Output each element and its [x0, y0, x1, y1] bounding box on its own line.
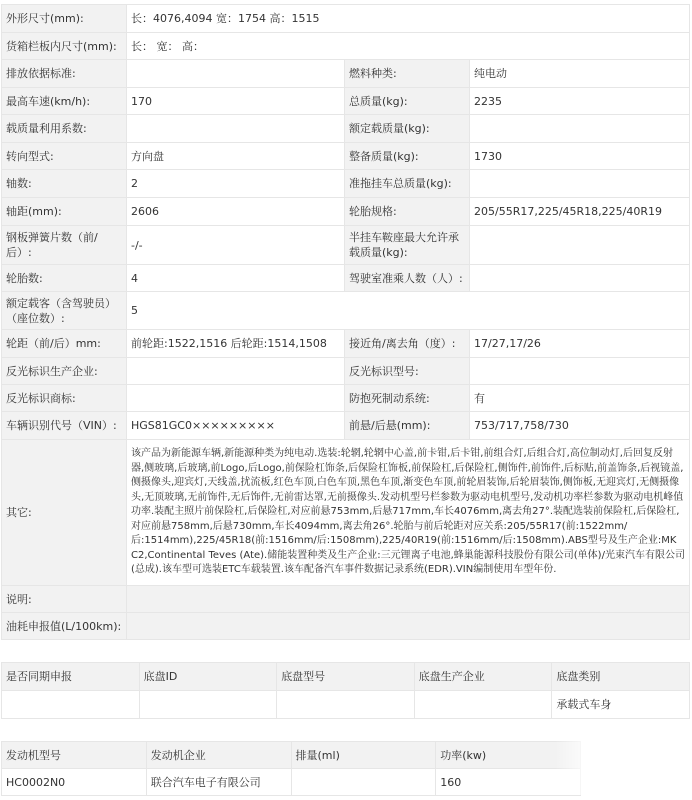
cargo-value: 长： 宽： 高：	[127, 33, 690, 60]
reflmodel-label: 反光标识型号:	[345, 358, 470, 385]
saddle-value	[470, 226, 690, 265]
note-label: 说明:	[2, 586, 127, 613]
steering-label: 转向型式:	[2, 143, 127, 170]
chassis-cell: 承载式车身	[552, 691, 690, 719]
chassis-header-cell: 是否同期申报	[2, 663, 140, 691]
maxspeed-label: 最高车速(km/h):	[2, 88, 127, 115]
passengers-value: 5	[127, 292, 690, 330]
other-label: 其它:	[2, 440, 127, 586]
spec-row-fuelcons	[2, 613, 690, 640]
tirecount-value: 4	[127, 265, 345, 292]
curbmass-label: 整备质量(kg):	[345, 143, 470, 170]
table-fade-edge	[555, 741, 595, 795]
trailer-value	[470, 170, 690, 198]
curbmass-value: 1730	[470, 143, 690, 170]
springs-value: -/-	[127, 226, 345, 265]
spec-row-maxspeed	[2, 88, 690, 115]
chassis-data-row	[2, 691, 690, 719]
ratedload-label: 额定载质量(kg):	[345, 115, 470, 143]
engine-cell	[291, 769, 436, 796]
reflbrand-label: 反光标识商标:	[2, 385, 127, 412]
wheelbase-label: 轴距(mm):	[2, 198, 127, 226]
ratedload-value	[470, 115, 690, 143]
overhang-label: 前悬/后悬(mm):	[345, 412, 470, 440]
chassis-cell	[277, 691, 415, 719]
dims-value: 长：4076,4094 宽：1754 高：1515	[127, 5, 690, 33]
other-value: 该产品为新能源车辆,新能源种类为纯电动.选装:轮辋,轮辋中心盖,前卡钳,后卡钳,前组合灯,后组合灯,高位制动灯,后回复反射器,侧玻璃,后玻璃,前Logo,后Logo,前保险杠饰条,后保险杠饰板,前保险杠,后保险杠,侧饰件,前饰件,后标贴,前盖饰条,后视镜盖,侧摄像头,迎宾灯,天线盖,扰流板,红色车顶,白色车顶,黑色车顶,渐变色车顶,前轮眉装饰,后轮眉装饰,侧饰板,无迎宾灯,无侧摄像头,无顶玻璃,无前饰件,无后饰件,无前雷达罩,无前摄像头.发动机型号栏参数为驱动电机型号,发动机功率栏参数为驱动电机峰值功率.装配主照片前保险杠,后保险杠,对应前悬753mm,后悬717mm,车长4076mm,离去角27°.装配选装前保险杠,后保险杠,对应前悬758mm,后悬730mm,车长4094mm,离去角26°.轮胎与前后轮距对应关系:205/55R17(前:1522mm/后:1514mm),225/45R18(前:1516mm/后:1508mm),225/40R19(前:1516mm/后:1508mm).ABS型号及生产企业:MK C2,Continental Teves (Ate).储能装置种类及生产企业:三元锂离子电池,蜂巢能源科技股份有限公司(单体)/光束汽车有限公司(总成).该车型可选装ETC车载装置.该车配备汽车事件数据记录系统(EDR).VIN编制使用车型年份.	[127, 440, 690, 586]
chassis-cell	[139, 691, 277, 719]
passengers-label: 额定载客（含驾驶员）（座位数）:	[2, 292, 127, 330]
cabseats-value	[470, 265, 690, 292]
loadcoef-value	[127, 115, 345, 143]
spec-row-other	[2, 440, 690, 586]
abs-value: 有	[470, 385, 690, 412]
maxspeed-value: 170	[127, 88, 345, 115]
trailer-label: 准拖挂车总质量(kg):	[345, 170, 470, 198]
spec-row-reflbrand	[2, 385, 690, 412]
chassis-cell	[2, 691, 140, 719]
axles-label: 轴数:	[2, 170, 127, 198]
engine-table	[1, 741, 581, 796]
spec-row-tirecount	[2, 265, 690, 292]
fuel-label: 燃料种类:	[345, 60, 470, 88]
cargo-label: 货箱栏板内尺寸(mm):	[2, 33, 127, 60]
loadcoef-label: 载质量利用系数:	[2, 115, 127, 143]
fuelcons-value	[127, 613, 690, 640]
engine-header-cell: 排量(ml)	[291, 742, 436, 769]
reflmaker-value	[127, 358, 345, 385]
reflbrand-value	[127, 385, 345, 412]
chassis-header-cell: 底盘型号	[277, 663, 415, 691]
totalmass-value: 2235	[470, 88, 690, 115]
springs-label: 钢板弹簧片数（前/后）:	[2, 226, 127, 265]
chassis-header-cell: 底盘ID	[139, 663, 277, 691]
engine-data-row	[2, 769, 581, 796]
cabseats-label: 驾驶室准乘人数（人）:	[345, 265, 470, 292]
spec-row-wheelbase	[2, 198, 690, 226]
fuel-value: 纯电动	[470, 60, 690, 88]
engine-cell: HC0002N0	[2, 769, 147, 796]
spec-row-track	[2, 330, 690, 358]
angles-value: 17/27,17/26	[470, 330, 690, 358]
spec-row-passengers	[2, 292, 690, 330]
dims-label: 外形尺寸(mm):	[2, 5, 127, 33]
spec-row-axles	[2, 170, 690, 198]
spec-row-loadcoef	[2, 115, 690, 143]
track-value: 前轮距:1522,1516 后轮距:1514,1508	[127, 330, 345, 358]
vin-label: 车辆识别代号（VIN）:	[2, 412, 127, 440]
tires-value: 205/55R17,225/45R18,225/40R19	[470, 198, 690, 226]
track-label: 轮距（前/后）mm:	[2, 330, 127, 358]
chassis-header-cell: 底盘生产企业	[414, 663, 552, 691]
spec-row-reflmaker	[2, 358, 690, 385]
chassis-table	[1, 662, 690, 719]
chassis-header-row	[2, 663, 690, 691]
tires-label: 轮胎规格:	[345, 198, 470, 226]
fuelcons-label: 油耗申报值(L/100km):	[2, 613, 127, 640]
overhang-value: 753/717,758/730	[470, 412, 690, 440]
engine-header-row	[2, 742, 581, 769]
emission-label: 排放依据标准:	[2, 60, 127, 88]
steering-value: 方向盘	[127, 143, 345, 170]
engine-header-cell: 功率(kw)	[436, 742, 581, 769]
engine-cell: 联合汽车电子有限公司	[146, 769, 291, 796]
angles-label: 接近角/离去角（度）:	[345, 330, 470, 358]
vehicle-spec-table	[1, 4, 690, 640]
saddle-label: 半挂车鞍座最大允许承载质量(kg):	[345, 226, 470, 265]
emission-value	[127, 60, 345, 88]
engine-header-cell: 发动机型号	[2, 742, 147, 769]
note-value	[127, 586, 690, 613]
spec-row-vin	[2, 412, 690, 440]
engine-cell: 160	[436, 769, 581, 796]
axles-value: 2	[127, 170, 345, 198]
spec-row-emission	[2, 60, 690, 88]
chassis-cell	[414, 691, 552, 719]
vin-value: HGS81GC0×××××××××	[127, 412, 345, 440]
spec-row-dimensions	[2, 5, 690, 33]
abs-label: 防抱死制动系统:	[345, 385, 470, 412]
spec-row-note	[2, 586, 690, 613]
engine-header-cell: 发动机企业	[146, 742, 291, 769]
chassis-header-cell: 底盘类别	[552, 663, 690, 691]
reflmodel-value	[470, 358, 690, 385]
reflmaker-label: 反光标识生产企业:	[2, 358, 127, 385]
spec-row-springs	[2, 226, 690, 265]
totalmass-label: 总质量(kg):	[345, 88, 470, 115]
tirecount-label: 轮胎数:	[2, 265, 127, 292]
spec-row-cargo	[2, 33, 690, 60]
spec-row-steering	[2, 143, 690, 170]
wheelbase-value: 2606	[127, 198, 345, 226]
